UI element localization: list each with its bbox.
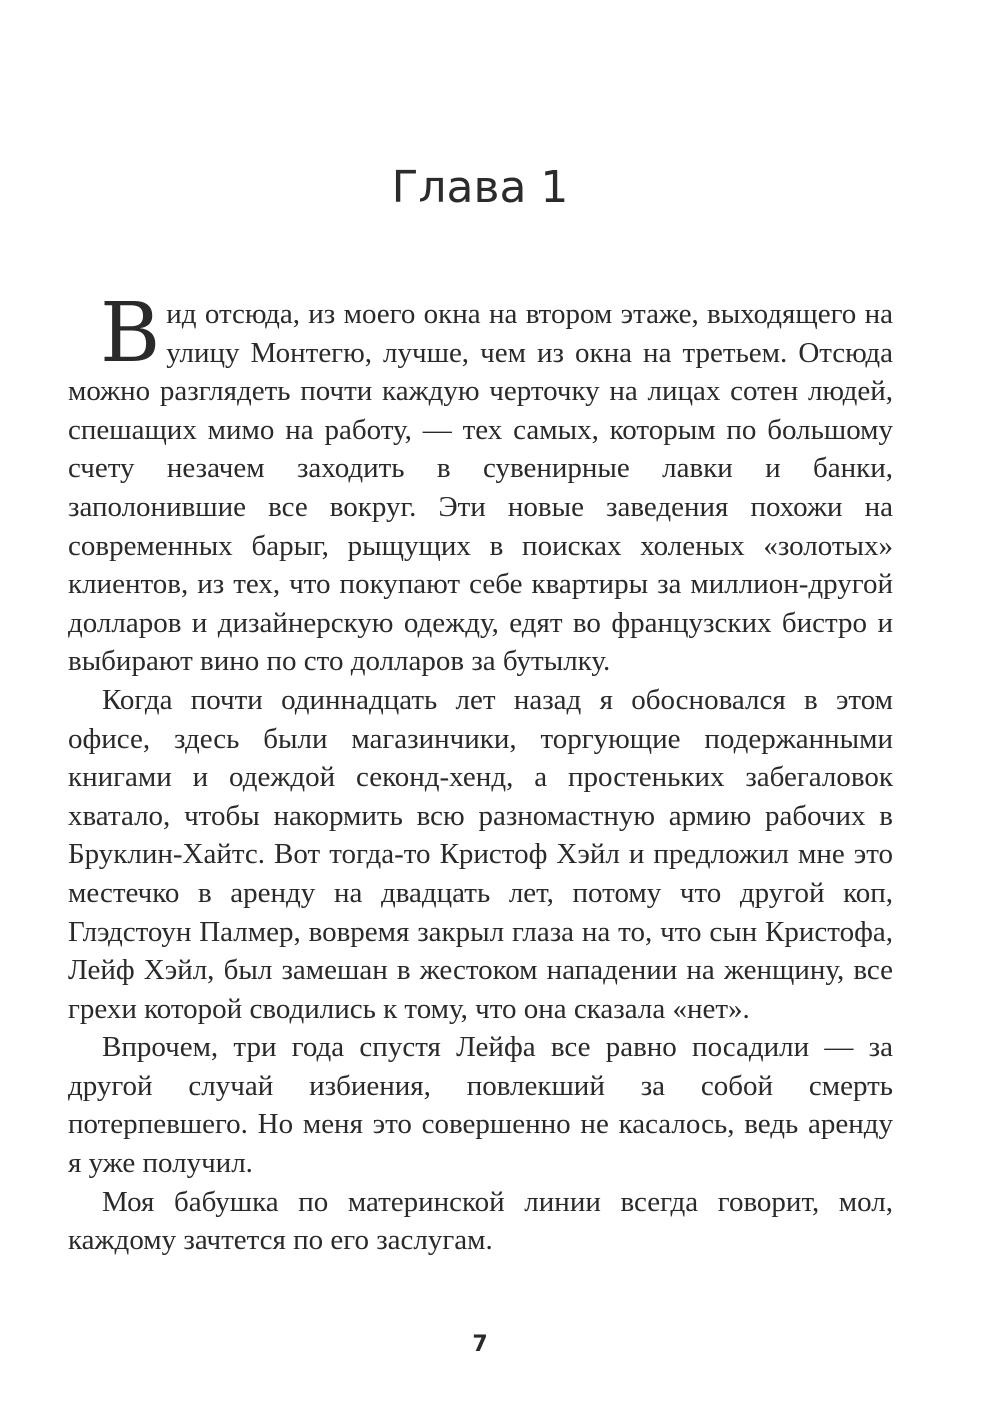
- chapter-title: Глава 1: [391, 162, 569, 213]
- drop-cap: В: [100, 286, 161, 381]
- paragraph-2: Когда почти одиннадцать лет назад я обосновался в этом офисе, здесь были магазинчики, торгующие подержанными книгами и одеждой секонд-хенд, а простеньких забегаловок хватало, чтобы накормить всю разномастную армию рабочих в Бруклин-Хайтс. Вот тогда-то Кристоф Хэйл и предложил мне это местечко в аренду на двадцать лет, потому что другой коп, Глэдстоун Палмер, вовремя закрыл глаза на то, что сын Кристофа, Лейф Хэйл, был замешан в жестоком нападении на женщину, все грехи которой сводились к тому, что она сказала «нет».: [68, 683, 893, 1025]
- page-number: 7: [472, 1332, 488, 1357]
- paragraph-1-text: ид отсюда, из моего окна на втором этаже, выходящего на улицу Монтегю, лучше, чем из окна на третьем. Отсюда можно разглядеть почти каждую черточку на лицах сотен людей, спешащих мимо на работу, — тех самых, которым по большому счету незачем заходить в сувенирные лавки и банки, заполонившие все вокруг. Эти новые заведения похожи на современных барыг, рыщущих в поисках холеных «золотых» клиентов, из тех, что покупают себе квартиры за миллион-другой долларов и дизайнерскую одежду, едят во французских бистро и выбирают вино по сто долларов за бутылку.: [68, 298, 893, 678]
- body-text: [68, 286, 893, 1260]
- paragraph-4: Моя бабушка по материнской линии всегда говорит, мол, каждому зачтется по его заслугам.: [68, 1185, 893, 1257]
- paragraph-1: [68, 286, 893, 681]
- paragraph-3: Впрочем, три года спустя Лейфа все равно посадили — за другой случай избиения, повлекший за собой смерть потерпевшего. Но меня это совершенно не касалось, ведь аренду я уже получил.: [68, 1031, 893, 1180]
